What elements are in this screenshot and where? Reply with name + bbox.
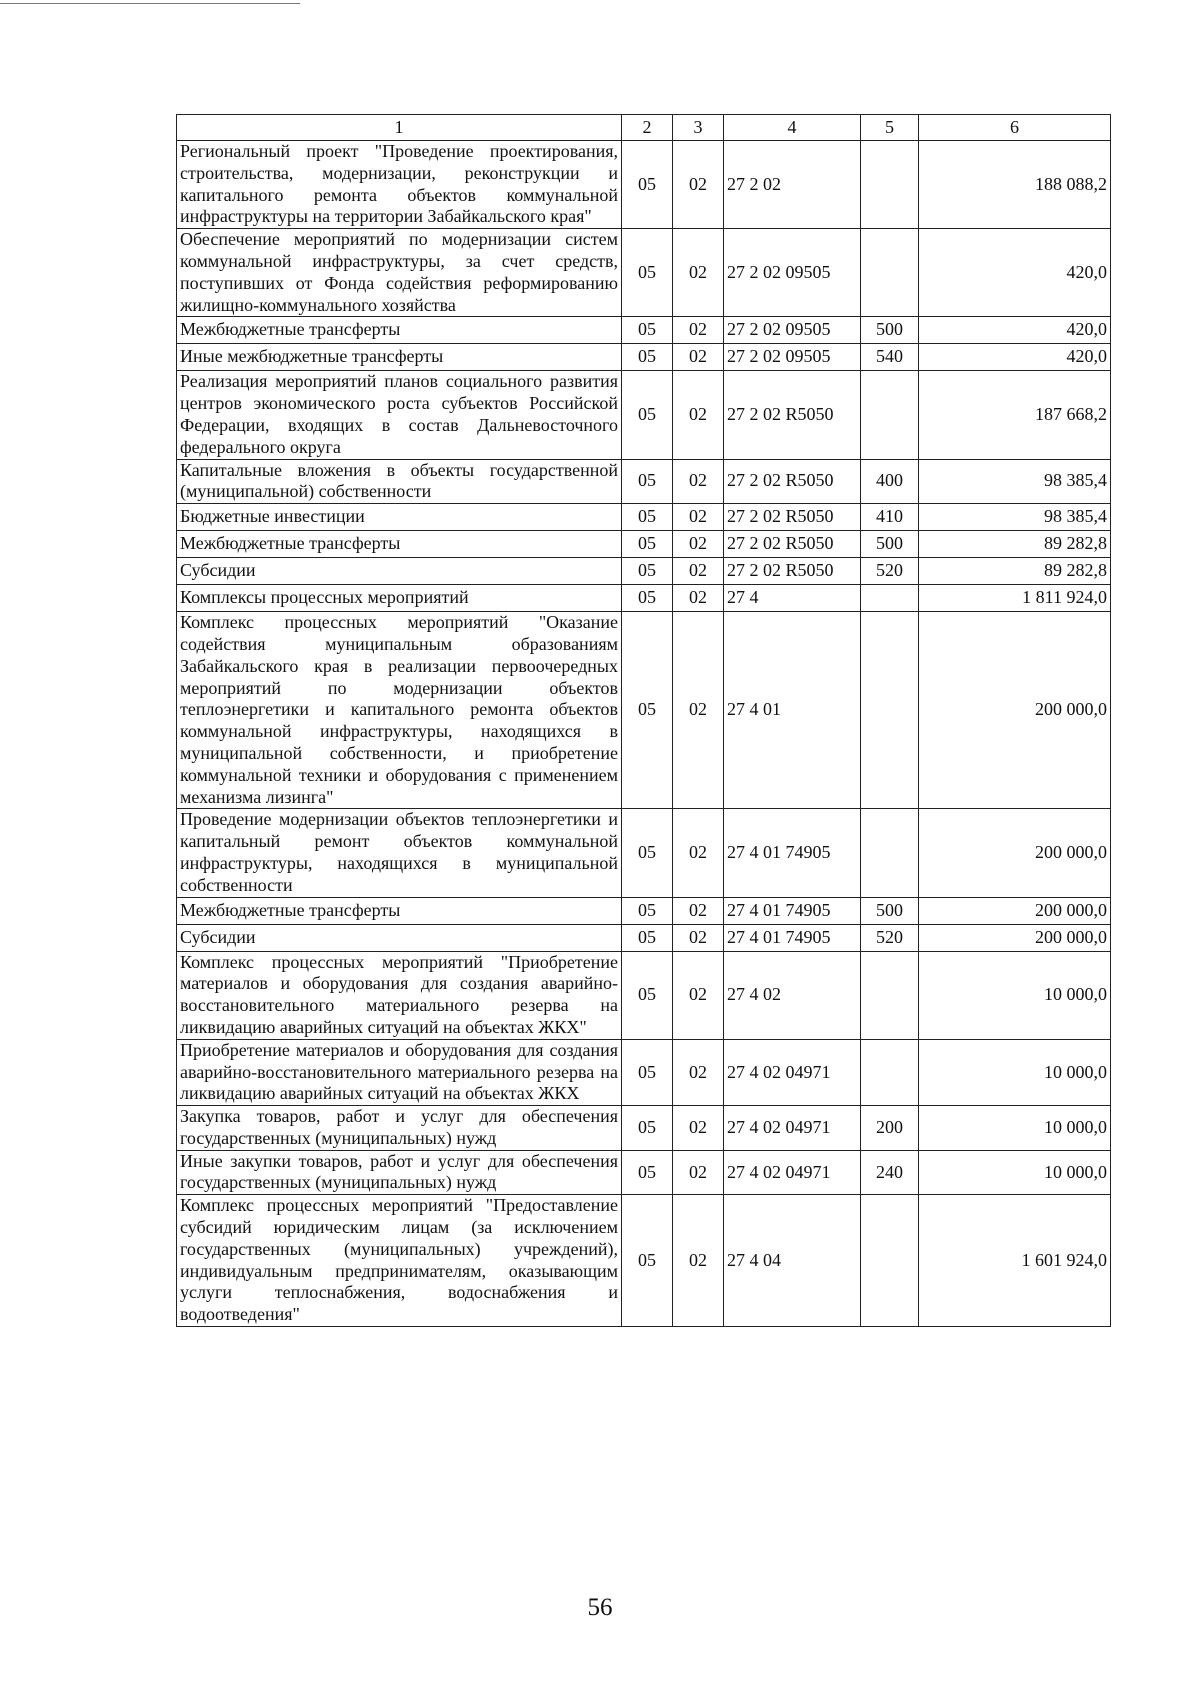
row-amount: 200 000,0 <box>919 924 1111 951</box>
row-section: 05 <box>622 229 673 317</box>
row-expense-type: 500 <box>861 531 919 558</box>
row-section: 05 <box>622 809 673 897</box>
table-row <box>177 1195 1111 1327</box>
row-subsection: 02 <box>673 1195 724 1327</box>
row-section: 05 <box>622 344 673 371</box>
row-subsection: 02 <box>673 344 724 371</box>
row-name: Приобретение материалов и оборудования для создания аварийно-восстановительного материального резерва на ликвидацию аварийных ситуаций на объектах ЖКХ <box>177 1039 622 1105</box>
row-target-code: 27 2 02 R5050 <box>724 371 861 459</box>
row-target-code: 27 2 02 R5050 <box>724 459 861 504</box>
table-row <box>177 1106 1111 1151</box>
table-row <box>177 924 1111 951</box>
header-col-5: 5 <box>861 115 919 141</box>
row-amount: 89 282,8 <box>919 531 1111 558</box>
row-target-code: 27 2 02 09505 <box>724 344 861 371</box>
row-section: 05 <box>622 317 673 344</box>
row-name: Реализация мероприятий планов социального развития центров экономического роста субъектов Российской Федерации, входящих в состав Дальневосточного федерального округа <box>177 371 622 459</box>
row-expense-type <box>861 951 919 1039</box>
budget-table <box>176 114 1111 1327</box>
row-subsection: 02 <box>673 558 724 585</box>
row-target-code: 27 2 02 <box>724 141 861 229</box>
row-expense-type <box>861 1195 919 1327</box>
row-section: 05 <box>622 1150 673 1195</box>
row-amount: 420,0 <box>919 229 1111 317</box>
row-section: 05 <box>622 1039 673 1105</box>
row-target-code: 27 4 02 04971 <box>724 1106 861 1151</box>
table-row <box>177 371 1111 459</box>
row-target-code: 27 2 02 R5050 <box>724 558 861 585</box>
table-row <box>177 459 1111 504</box>
row-name: Проведение модернизации объектов теплоэнергетики и капитальный ремонт объектов коммунальной инфраструктуры, находящихся в муниципальной собственности <box>177 809 622 897</box>
row-expense-type: 200 <box>861 1106 919 1151</box>
row-subsection: 02 <box>673 951 724 1039</box>
row-expense-type: 500 <box>861 317 919 344</box>
row-expense-type: 400 <box>861 459 919 504</box>
row-section: 05 <box>622 459 673 504</box>
row-amount: 10 000,0 <box>919 1039 1111 1105</box>
row-target-code: 27 4 02 04971 <box>724 1150 861 1195</box>
row-name: Межбюджетные трансферты <box>177 897 622 924</box>
header-col-2: 2 <box>622 115 673 141</box>
row-name: Обеспечение мероприятий по модернизации систем коммунальной инфраструктуры, за счет средств, поступивших от Фонда содействия реформированию жилищно-коммунального хозяйства <box>177 229 622 317</box>
row-expense-type: 520 <box>861 924 919 951</box>
row-section: 05 <box>622 612 673 809</box>
header-col-3: 3 <box>673 115 724 141</box>
table-row <box>177 344 1111 371</box>
row-section: 05 <box>622 504 673 531</box>
row-section: 05 <box>622 531 673 558</box>
row-subsection: 02 <box>673 229 724 317</box>
row-expense-type: 240 <box>861 1150 919 1195</box>
row-name: Субсидии <box>177 924 622 951</box>
row-section: 05 <box>622 924 673 951</box>
table-row <box>177 897 1111 924</box>
row-amount: 98 385,4 <box>919 459 1111 504</box>
row-amount: 10 000,0 <box>919 951 1111 1039</box>
row-subsection: 02 <box>673 459 724 504</box>
row-section: 05 <box>622 371 673 459</box>
table-row <box>177 141 1111 229</box>
row-amount: 1 811 924,0 <box>919 585 1111 612</box>
header-row <box>177 115 1111 141</box>
row-subsection: 02 <box>673 1150 724 1195</box>
row-expense-type <box>861 371 919 459</box>
row-subsection: 02 <box>673 504 724 531</box>
table-row <box>177 809 1111 897</box>
table-row <box>177 229 1111 317</box>
table-row <box>177 951 1111 1039</box>
row-name: Межбюджетные трансферты <box>177 317 622 344</box>
row-section: 05 <box>622 558 673 585</box>
row-amount: 98 385,4 <box>919 504 1111 531</box>
row-amount: 200 000,0 <box>919 809 1111 897</box>
row-name: Комплекс процессных мероприятий "Предоставление субсидий юридическим лицам (за исключением государственных (муниципальных) учреждений), индивидуальным предпринимателям, оказывающим услуги теплоснабжения, водоснабжения и водоотведения" <box>177 1195 622 1327</box>
row-expense-type: 500 <box>861 897 919 924</box>
row-subsection: 02 <box>673 924 724 951</box>
row-expense-type <box>861 585 919 612</box>
header-col-6: 6 <box>919 115 1111 141</box>
row-amount: 10 000,0 <box>919 1106 1111 1151</box>
row-amount: 420,0 <box>919 344 1111 371</box>
row-name: Капитальные вложения в объекты государственной (муниципальной) собственности <box>177 459 622 504</box>
row-amount: 187 668,2 <box>919 371 1111 459</box>
row-target-code: 27 4 01 <box>724 612 861 809</box>
row-section: 05 <box>622 585 673 612</box>
row-section: 05 <box>622 1106 673 1151</box>
row-expense-type: 410 <box>861 504 919 531</box>
row-target-code: 27 4 02 <box>724 951 861 1039</box>
row-expense-type <box>861 141 919 229</box>
row-subsection: 02 <box>673 897 724 924</box>
row-target-code: 27 2 02 R5050 <box>724 531 861 558</box>
row-subsection: 02 <box>673 585 724 612</box>
row-amount: 200 000,0 <box>919 612 1111 809</box>
row-name: Межбюджетные трансферты <box>177 531 622 558</box>
row-subsection: 02 <box>673 531 724 558</box>
row-name: Региональный проект "Проведение проектирования, строительства, модернизации, реконструкции и капитального ремонта объектов коммунальной инфраструктуры на территории Забайкальского края" <box>177 141 622 229</box>
row-target-code: 27 4 <box>724 585 861 612</box>
row-target-code: 27 2 02 09505 <box>724 317 861 344</box>
row-subsection: 02 <box>673 317 724 344</box>
row-name: Комплекс процессных мероприятий "Приобретение материалов и оборудования для создания аварийно-восстановительного материального резерва на ликвидацию аварийных ситуаций на объектах ЖКХ" <box>177 951 622 1039</box>
row-expense-type <box>861 809 919 897</box>
row-name: Иные закупки товаров, работ и услуг для обеспечения государственных (муниципальных) нужд <box>177 1150 622 1195</box>
table-row <box>177 558 1111 585</box>
row-name: Субсидии <box>177 558 622 585</box>
row-target-code: 27 4 01 74905 <box>724 809 861 897</box>
table-row <box>177 585 1111 612</box>
row-name: Комплекс процессных мероприятий "Оказание содействия муниципальным образованиям Забайкальского края в реализации первоочередных мероприятий по модернизации объектов теплоэнергетики и капитального ремонта объектов коммунальной инфраструктуры, находящихся в муниципальной собственности, и приобретение коммунальной техники и оборудования с применением механизма лизинга" <box>177 612 622 809</box>
row-target-code: 27 4 02 04971 <box>724 1039 861 1105</box>
table-row <box>177 317 1111 344</box>
table-row <box>177 504 1111 531</box>
row-amount: 188 088,2 <box>919 141 1111 229</box>
row-amount: 10 000,0 <box>919 1150 1111 1195</box>
row-amount: 1 601 924,0 <box>919 1195 1111 1327</box>
row-name: Бюджетные инвестиции <box>177 504 622 531</box>
row-target-code: 27 4 04 <box>724 1195 861 1327</box>
row-amount: 89 282,8 <box>919 558 1111 585</box>
row-subsection: 02 <box>673 141 724 229</box>
row-target-code: 27 4 01 74905 <box>724 924 861 951</box>
row-amount: 420,0 <box>919 317 1111 344</box>
row-target-code: 27 4 01 74905 <box>724 897 861 924</box>
row-section: 05 <box>622 1195 673 1327</box>
row-subsection: 02 <box>673 612 724 809</box>
row-name: Закупка товаров, работ и услуг для обеспечения государственных (муниципальных) нужд <box>177 1106 622 1151</box>
row-name: Иные межбюджетные трансферты <box>177 344 622 371</box>
row-target-code: 27 2 02 R5050 <box>724 504 861 531</box>
row-expense-type: 540 <box>861 344 919 371</box>
row-subsection: 02 <box>673 1039 724 1105</box>
row-subsection: 02 <box>673 809 724 897</box>
header-col-1: 1 <box>177 115 622 141</box>
table-row <box>177 1150 1111 1195</box>
scan-artifact-line <box>0 3 300 4</box>
row-section: 05 <box>622 897 673 924</box>
row-expense-type <box>861 612 919 809</box>
row-section: 05 <box>622 141 673 229</box>
row-target-code: 27 2 02 09505 <box>724 229 861 317</box>
row-name: Комплексы процессных мероприятий <box>177 585 622 612</box>
row-subsection: 02 <box>673 371 724 459</box>
row-expense-type <box>861 1039 919 1105</box>
table-row <box>177 1039 1111 1105</box>
row-expense-type: 520 <box>861 558 919 585</box>
table-row <box>177 531 1111 558</box>
page-number: 56 <box>587 1594 613 1621</box>
row-section: 05 <box>622 951 673 1039</box>
row-subsection: 02 <box>673 1106 724 1151</box>
table-row <box>177 612 1111 809</box>
row-amount: 200 000,0 <box>919 897 1111 924</box>
row-expense-type <box>861 229 919 317</box>
header-col-4: 4 <box>724 115 861 141</box>
